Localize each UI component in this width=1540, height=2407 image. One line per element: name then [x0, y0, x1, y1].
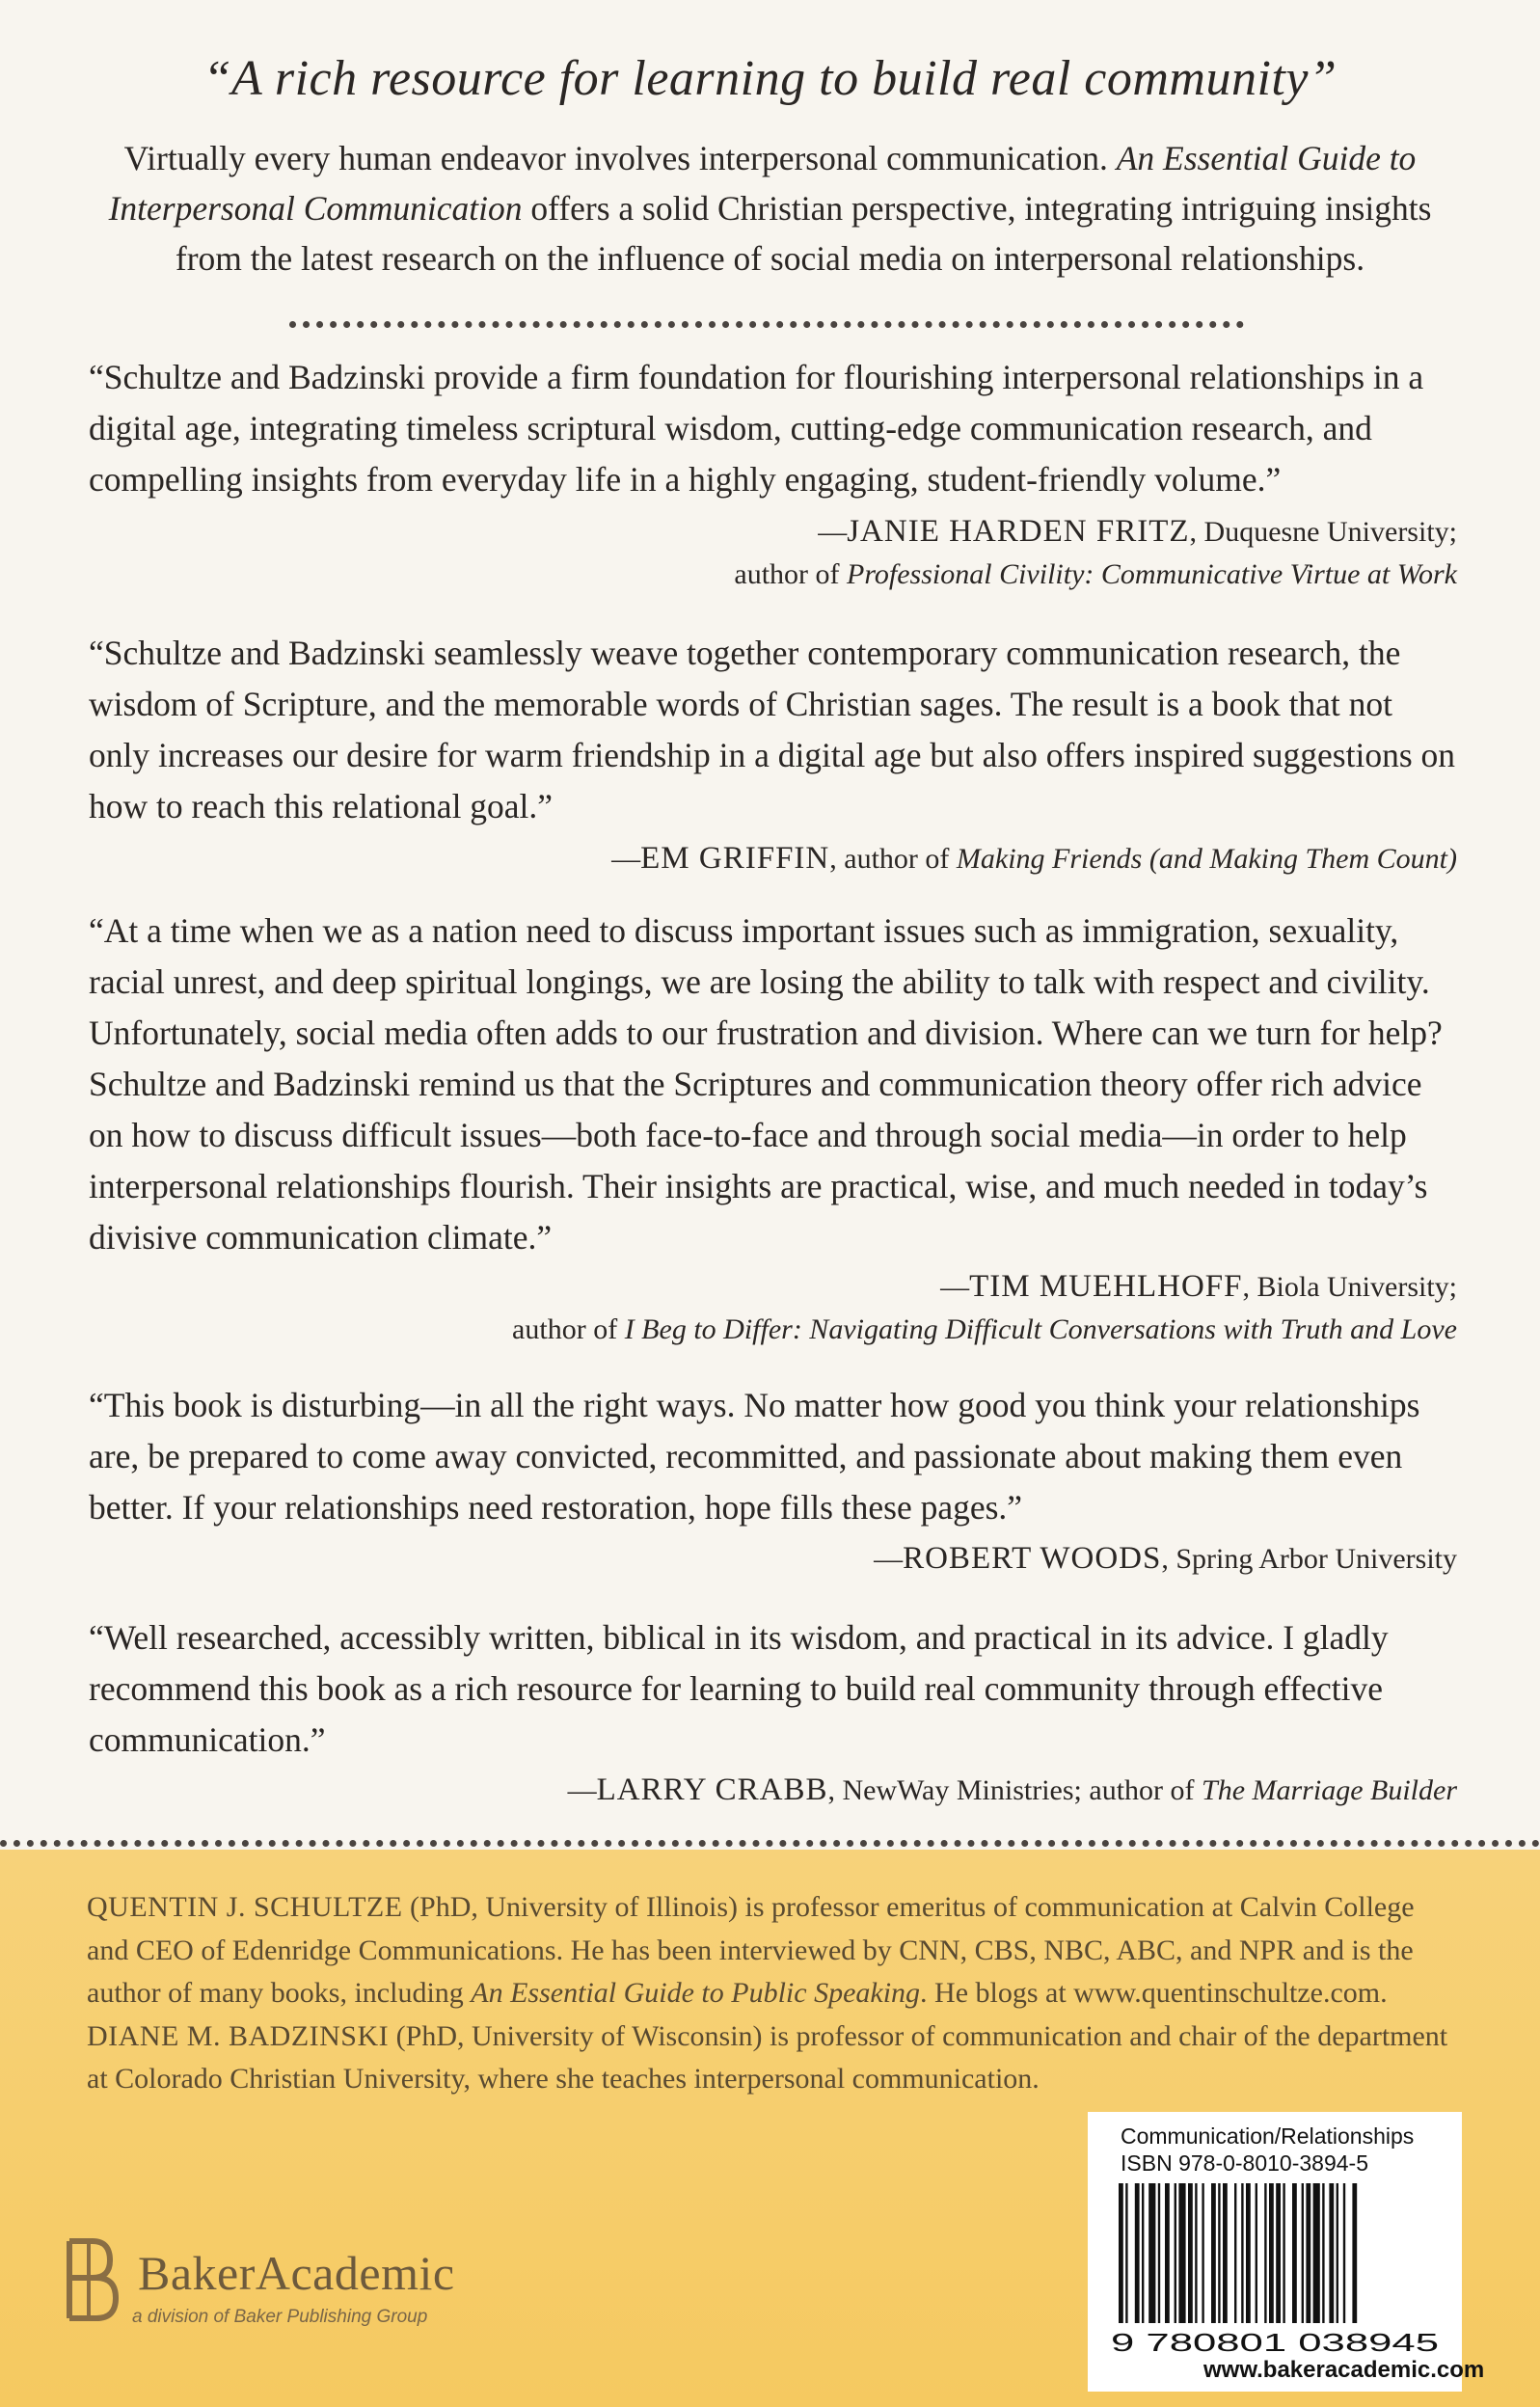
endorsement-quote: “Schultze and Badzinski seamlessly weave together contemporary communication research, the wisdom of Scripture, and the memorable words of Christian sages. The result is a book that not only increases our desire for warm friendship in a digital age but also offers inspired suggestions on how to reach this relational goal.” — [89, 634, 1456, 825]
endorser-name: TIM MUEHLHOFF — [969, 1269, 1243, 1304]
endorser-name: LARRY CRABB — [596, 1772, 828, 1807]
dash: — — [818, 516, 848, 548]
barcode-bar — [1142, 2183, 1144, 2323]
tagline: “A rich resource for learning to build real community” — [203, 51, 1337, 106]
barcode-bar — [1283, 2183, 1284, 2323]
barcode-bar — [1256, 2183, 1257, 2323]
author-bio — [87, 1886, 1456, 2101]
barcode-bar — [1135, 2183, 1140, 2323]
endorser-book: I Beg to Differ: Navigating Difficult Conversations with Truth and Love — [624, 1313, 1457, 1345]
endorser-affiliation: , Spring Arbor University — [1161, 1543, 1457, 1575]
isbn-box — [1088, 2112, 1485, 2392]
publisher-subtitle: a division of Baker Publishing Group — [132, 2307, 428, 2327]
endorser-book: Professional Civility: Communicative Virtue at Work — [847, 558, 1457, 590]
endorser-affiliation: , Biola University; — [1242, 1271, 1457, 1303]
author-name: QUENTIN J. SCHULTZE — [87, 1891, 403, 1923]
bio-text: . He blogs at www.quentinschultze.com. — [920, 1977, 1388, 2009]
intro-paragraph — [87, 133, 1453, 284]
intro-lead: Virtually every human endeavor involves interpersonal communication. — [123, 139, 1117, 177]
endorser-affiliation: , Duquesne University; — [1189, 516, 1457, 548]
barcode-bar — [1306, 2183, 1310, 2323]
barcode-bar — [1276, 2183, 1281, 2323]
dash: — — [874, 1543, 904, 1575]
endorser-affiliation: , NewWay Ministries; author of — [827, 1774, 1202, 1806]
barcode-bar — [1322, 2183, 1324, 2323]
isbn-category: Communication/Relationships — [1121, 2123, 1415, 2149]
barcode-bar — [1343, 2183, 1345, 2323]
endorsement-attribution — [107, 1769, 1457, 1812]
endorser-affiliation: , author of — [829, 843, 957, 875]
barcode-bar — [1158, 2183, 1160, 2323]
author-prefix: author of — [512, 1313, 625, 1345]
endorsement-quote: “Well researched, accessibly written, biblical in its wisdom, and practical in its advice. I gladly recommend this book as a rich resource for learning to build real community through effective communication.” — [89, 1618, 1389, 1759]
endorsement-attribution — [107, 837, 1457, 880]
bio-book: An Essential Guide to Public Speaking — [471, 1977, 921, 2009]
endorsement-quote: “This book is disturbing—in all the right ways. No matter how good you think your relationships are, be prepared to come away convicted, recommitted, and passionate about making them even better. If your relationships need restoration, hope fills these pages.” — [89, 1386, 1420, 1527]
endorsement-attribution — [107, 1537, 1457, 1581]
intro-book-title: An Essential Guide to Interpersonal Communication — [108, 139, 1417, 228]
barcode-bar — [1125, 2183, 1127, 2323]
barcode-bar — [1292, 2183, 1297, 2323]
dotted-divider — [0, 1840, 1540, 1847]
barcode-bar — [1269, 2183, 1274, 2323]
endorsement-quote: “Schultze and Badzinski provide a firm foundation for flourishing interpersonal relationships in a digital age, integrating timeless scriptural wisdom, cutting-edge communication research, and compelling insights from everyday life in a highly engaging, student-friendly volume.” — [89, 358, 1424, 499]
barcode-bar — [1165, 2183, 1170, 2323]
barcode-bar — [1178, 2183, 1185, 2323]
isbn-number: ISBN 978-0-8010-3894-5 — [1121, 2150, 1368, 2176]
endorsement-attribution — [107, 510, 1457, 596]
author-name: DIANE M. BADZINSKI — [87, 2019, 390, 2052]
barcode — [1101, 2183, 1448, 2357]
barcode-bar — [1246, 2183, 1251, 2323]
endorser-name: JANIE HARDEN FRITZ — [847, 514, 1190, 549]
baker-logo-icon — [60, 2233, 135, 2326]
dotted-divider — [289, 321, 1244, 328]
publisher-url: www.bakeracademic.com — [1203, 2357, 1485, 2383]
barcode-bar — [1313, 2183, 1320, 2323]
bio-text: (PhD, University of Wisconsin) is professor of communication and chair of the department at Colorado Christian University, where she teaches interpersonal communication. — [87, 2019, 1448, 2095]
barcode-bar — [1234, 2183, 1236, 2323]
barcode-bar — [1223, 2183, 1228, 2323]
endorser-name: ROBERT WOODS — [903, 1541, 1162, 1576]
dash: — — [940, 1271, 970, 1303]
publisher-name: BakerAcademic — [138, 2246, 455, 2300]
barcode-bar — [1329, 2183, 1334, 2323]
barcode-bar — [1188, 2183, 1193, 2323]
barcode-bar — [1352, 2183, 1357, 2323]
barcode-digits: 9 780801 038945 — [1111, 2328, 1439, 2357]
barcode-bar — [1241, 2183, 1243, 2323]
barcode-bar — [1148, 2183, 1155, 2323]
barcode-bar — [1337, 2183, 1338, 2323]
endorsement-attribution — [107, 1265, 1457, 1351]
endorser-book: Making Friends (and Making Them Count) — [956, 843, 1457, 875]
dash: — — [611, 843, 641, 875]
endorsement-quote: “At a time when we as a nation need to discuss important issues such as immigration, sexuality, racial unrest, and deep spiritual longings, we are losing the ability to talk with respect and civility. Unfortunately, social media often adds to our frustration and division. Where can we turn for help? Schultze and Badzinski remind us that the Scriptures and communication theory offer rich advice on how to discuss difficult issues—both face-to-face and through social media—in order to help interpersonal relationships flourish. Their insights are practical, wise, and much needed in today’s divisive communication climate.” — [89, 911, 1443, 1257]
barcode-bar — [1119, 2183, 1123, 2323]
endorser-name: EM GRIFFIN — [640, 841, 830, 876]
author-prefix: author of — [734, 558, 848, 590]
intro-rest: offers a solid Christian perspective, integrating intriguing insights from the latest research on the influence of social media on interpersonal relationships. — [175, 189, 1432, 278]
barcode-bar — [1264, 2183, 1266, 2323]
barcode-bar — [1302, 2183, 1304, 2323]
barcode-bar — [1218, 2183, 1220, 2323]
barcode-bar — [1195, 2183, 1197, 2323]
bio-text: (PhD, University of Illinois) is professor emeritus of communication at Calvin College and CEO of Edenridge Communications. He has been interviewed by CNN, CBS, NBC, ABC, and NPR and is the author of many books, including — [87, 1891, 1415, 2009]
dash: — — [567, 1774, 597, 1806]
barcode-bar — [1175, 2183, 1176, 2323]
barcode-bar — [1211, 2183, 1216, 2323]
barcode-bar — [1202, 2183, 1203, 2323]
endorser-book: The Marriage Builder — [1202, 1774, 1457, 1806]
